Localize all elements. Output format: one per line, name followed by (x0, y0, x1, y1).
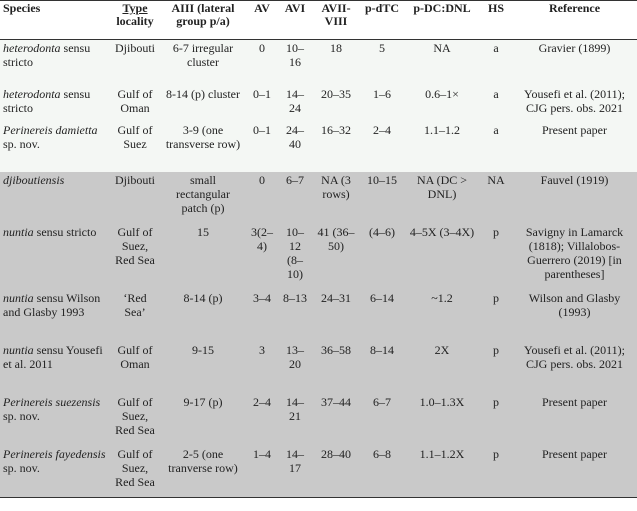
av-cell: 0 (246, 172, 278, 224)
species-rest: sensu Yousefi et al. 2011 (3, 342, 103, 371)
pdc-cell: 1.1–1.2X (404, 446, 480, 498)
aiii-cell: small rectangular patch (p) (160, 172, 246, 224)
table-row (0, 86, 637, 122)
avii-cell: NA (3 rows) (312, 172, 360, 224)
header-hs: HS (480, 1, 512, 40)
pdtc-cell: 1–6 (360, 86, 404, 122)
reference-cell: Wilson and Glasby (1993) (512, 290, 637, 342)
species-italic: heterodonta (3, 41, 61, 55)
avi-cell: 13–20 (278, 342, 312, 394)
species-rest: sp. nov. (3, 460, 40, 475)
avi-cell: 6–7 (278, 172, 312, 224)
hs-cell: NA (480, 172, 512, 224)
reference-cell: Present paper (512, 394, 637, 446)
av-cell: 1–4 (246, 446, 278, 498)
avii-cell: 18 (312, 40, 360, 86)
header-species: Species (0, 1, 110, 40)
hs-cell: p (480, 446, 512, 498)
type-locality-cell: Gulf of Oman (110, 86, 160, 122)
avii-cell: 37–44 (312, 394, 360, 446)
reference-cell: Present paper (512, 122, 637, 172)
av-cell: 3 (246, 342, 278, 394)
header-aiii: AIII (lateral group p/a) (160, 1, 246, 40)
av-cell: 3(2–4) (246, 224, 278, 290)
pdc-cell: NA (404, 40, 480, 86)
aiii-cell: 15 (160, 224, 246, 290)
species-rest: sensu Wilson and Glasby 1993 (3, 290, 101, 319)
pdc-cell: 1.0–1.3X (404, 394, 480, 446)
type-locality-cell: Gulf of Suez, Red Sea (110, 224, 160, 290)
pdc-cell: 1.1–1.2 (404, 122, 480, 172)
pdtc-cell: 6–8 (360, 446, 404, 498)
type-locality-cell: Gulf of Suez, Red Sea (110, 394, 160, 446)
table-row (0, 290, 637, 342)
header-type-locality (110, 1, 160, 40)
table-row (0, 40, 637, 86)
type-locality-cell: Gulf of Suez (110, 122, 160, 172)
species-cell (0, 224, 110, 290)
pdc-cell: NA (DC > DNL) (404, 172, 480, 224)
type-locality-cell: Gulf of Suez, Red Sea (110, 446, 160, 498)
header-av: AV (246, 1, 278, 40)
species-rest: sensu stricto (33, 224, 97, 239)
av-cell: 0–1 (246, 86, 278, 122)
pdc-cell: 0.6–1× (404, 86, 480, 122)
pdtc-cell: (4–6) (360, 224, 404, 290)
aiii-cell: 2-5 (one tranverse row) (160, 446, 246, 498)
table-row (0, 342, 637, 394)
hs-cell: p (480, 342, 512, 394)
species-cell (0, 122, 110, 172)
species-cell (0, 290, 110, 342)
hs-cell: a (480, 40, 512, 86)
species-cell (0, 40, 110, 86)
table-row (0, 394, 637, 446)
species-italic: djiboutiensis (3, 172, 65, 187)
species-rest: sensu stricto (3, 41, 91, 69)
reference-cell: Present paper (512, 446, 637, 498)
table-row (0, 446, 637, 498)
avii-cell: 41 (36–50) (312, 224, 360, 290)
species-cell (0, 394, 110, 446)
species-italic: nuntia (3, 224, 34, 239)
avi-cell: 10–16 (278, 40, 312, 86)
header-type-word: Type (122, 1, 148, 15)
pdtc-cell: 10–15 (360, 172, 404, 224)
pdc-cell: ~1.2 (404, 290, 480, 342)
aiii-cell: 8-14 (p) (160, 290, 246, 342)
table-row (0, 122, 637, 172)
species-cell (0, 172, 110, 224)
type-locality-cell: Djibouti (110, 40, 160, 86)
header-reference: Reference (512, 1, 637, 40)
header-locality-word: locality (116, 14, 154, 28)
reference-cell: Gravier (1899) (512, 40, 637, 86)
aiii-cell: 9-15 (160, 342, 246, 394)
reference-cell: Yousefi et al. (2011); CJG pers. obs. 2021 (512, 86, 637, 122)
header-avii-viii: AVII-VIII (312, 1, 360, 40)
hs-cell: a (480, 122, 512, 172)
species-italic: nuntia (3, 290, 34, 305)
aiii-cell: 3-9 (one transverse row) (160, 122, 246, 172)
avii-cell: 24–31 (312, 290, 360, 342)
pdc-cell: 2X (404, 342, 480, 394)
header-pdtc: p-dTC (360, 1, 404, 40)
reference-cell: Savigny in Lamarck (1818); Villalobos-Guerrero (2019) [in parentheses] (512, 224, 637, 290)
species-italic: nuntia (3, 342, 34, 357)
species-rest: sensu stricto (3, 86, 91, 115)
hs-cell: a (480, 86, 512, 122)
type-locality-cell: ‘Red Sea’ (110, 290, 160, 342)
species-italic: Perinereis damietta (3, 122, 98, 137)
av-cell: 0 (246, 40, 278, 86)
avii-cell: 28–40 (312, 446, 360, 498)
avi-cell: 8–13 (278, 290, 312, 342)
header-avi: AVI (278, 1, 312, 40)
pdtc-cell: 6–7 (360, 394, 404, 446)
pdtc-cell: 2–4 (360, 122, 404, 172)
hs-cell: p (480, 394, 512, 446)
table-row (0, 172, 637, 224)
species-italic: heterodonta (3, 86, 61, 101)
type-locality-cell: Gulf of Oman (110, 342, 160, 394)
header-pdc-dnl: p-DC:DNL (404, 1, 480, 40)
species-cell (0, 342, 110, 394)
species-rest: sp. nov. (3, 408, 40, 423)
pdtc-cell: 6–14 (360, 290, 404, 342)
avi-cell: 10–12 (8–10) (278, 224, 312, 290)
av-cell: 0–1 (246, 122, 278, 172)
species-italic: Perinereis fayedensis (3, 446, 106, 461)
species-cell (0, 446, 110, 498)
reference-cell: Yousefi et al. (2011); CJG pers. obs. 2021 (512, 342, 637, 394)
pdc-cell: 4–5X (3–4X) (404, 224, 480, 290)
avi-cell: 14–21 (278, 394, 312, 446)
avi-cell: 14–17 (278, 446, 312, 498)
av-cell: 3–4 (246, 290, 278, 342)
species-rest: sp. nov. (3, 136, 40, 151)
hs-cell: p (480, 290, 512, 342)
avii-cell: 36–58 (312, 342, 360, 394)
pdtc-cell: 5 (360, 40, 404, 86)
avii-cell: 20–35 (312, 86, 360, 122)
pdtc-cell: 8–14 (360, 342, 404, 394)
hs-cell: p (480, 224, 512, 290)
aiii-cell: 6-7 irregular cluster (160, 40, 246, 86)
aiii-cell: 9-17 (p) (160, 394, 246, 446)
reference-cell: Fauvel (1919) (512, 172, 637, 224)
aiii-cell: 8-14 (p) cluster (160, 86, 246, 122)
species-italic: Perinereis suezensis (3, 394, 101, 409)
table-row (0, 224, 637, 290)
header-row (0, 1, 637, 40)
avi-cell: 14–24 (278, 86, 312, 122)
type-locality-cell: Djibouti (110, 172, 160, 224)
avii-cell: 16–32 (312, 122, 360, 172)
avi-cell: 24–40 (278, 122, 312, 172)
species-cell (0, 86, 110, 122)
av-cell: 2–4 (246, 394, 278, 446)
